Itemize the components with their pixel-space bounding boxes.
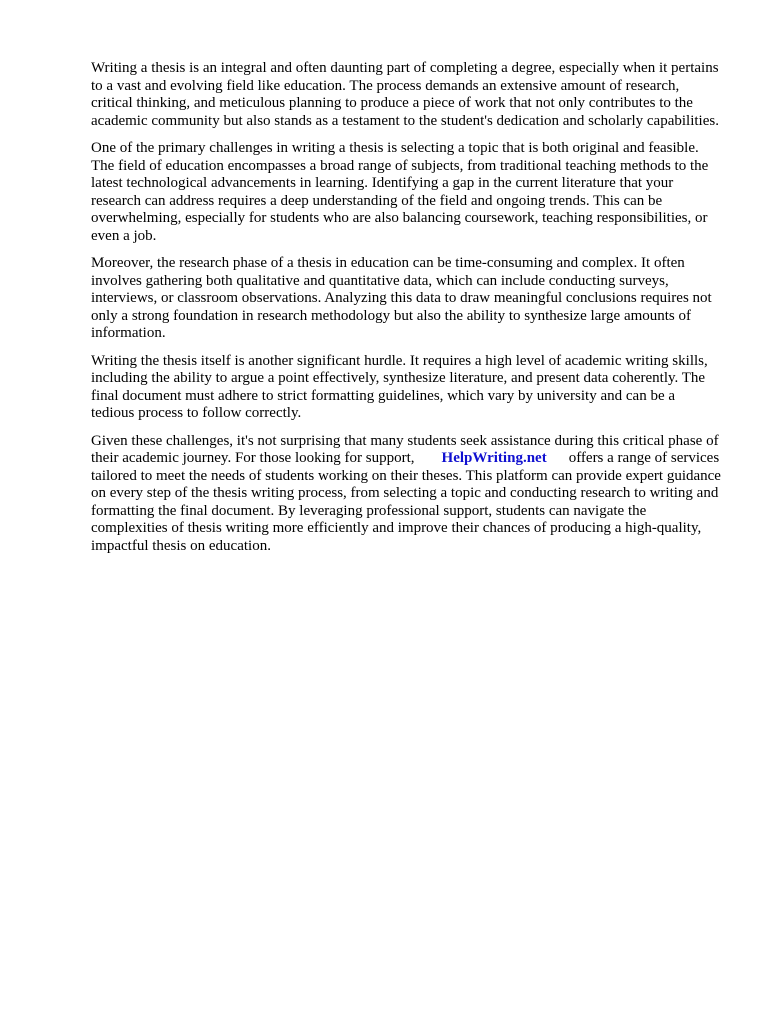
paragraph-research-phase: Moreover, the research phase of a thesis in education can be time-consuming and complex. It often involves gathering both qualitative and quantitative data, which can include conducting surveys, interviews, or classroom observations. Analyzing this data to draw meaningful conclusions requires not only a strong foundation in research methodology but also the ability to synthesize large amounts of information. (91, 255, 712, 341)
assistance-text-before-link: Given these challenges, it's not surprising that many students seek assistance during this critical phase of their academic journey. For those looking for support, (91, 432, 719, 466)
document-body (91, 60, 721, 565)
paragraph-writing-hurdle: Writing the thesis itself is another significant hurdle. It requires a high level of academic writing skills, including the ability to argue a point effectively, synthesize literature, and present data coherently. The final document must adhere to strict formatting guidelines, which vary by university and can be a tedious process to follow correctly. (91, 352, 708, 421)
paragraph-topic-selection: One of the primary challenges in writing a thesis is selecting a topic that is both original and feasible. The field of education encompasses a broad range of subjects, from traditional teaching methods to the latest technological advancements in learning. Identifying a gap in the current literature that your research can address requires a deep understanding of the field and ongoing trends. This can be overwhelming, especially for students who are also balancing coursework, teaching responsibilities, or even a job. (91, 140, 709, 244)
paragraph-assistance (91, 433, 721, 556)
helpwriting-link[interactable]: HelpWriting.net (441, 450, 547, 466)
assistance-text-after-link: offers a range of services tailored to meet the needs of students working on their theses. This platform can provide expert guidance on every step of the thesis writing process, from selecting a topic and conducting research to writing and formatting the final document. By leveraging professional support, students can navigate the complexities of thesis writing more efficiently and improve their chances of producing a high-quality, impactful thesis on education. (91, 450, 721, 554)
paragraph-intro: Writing a thesis is an integral and often daunting part of completing a degree, especially when it pertains to a vast and evolving field like education. The process demands an extensive amount of research, critical thinking, and meticulous planning to produce a piece of work that not only contributes to the academic community but also stands as a testament to the student's dedication and scholarly capabilities. (91, 60, 719, 129)
